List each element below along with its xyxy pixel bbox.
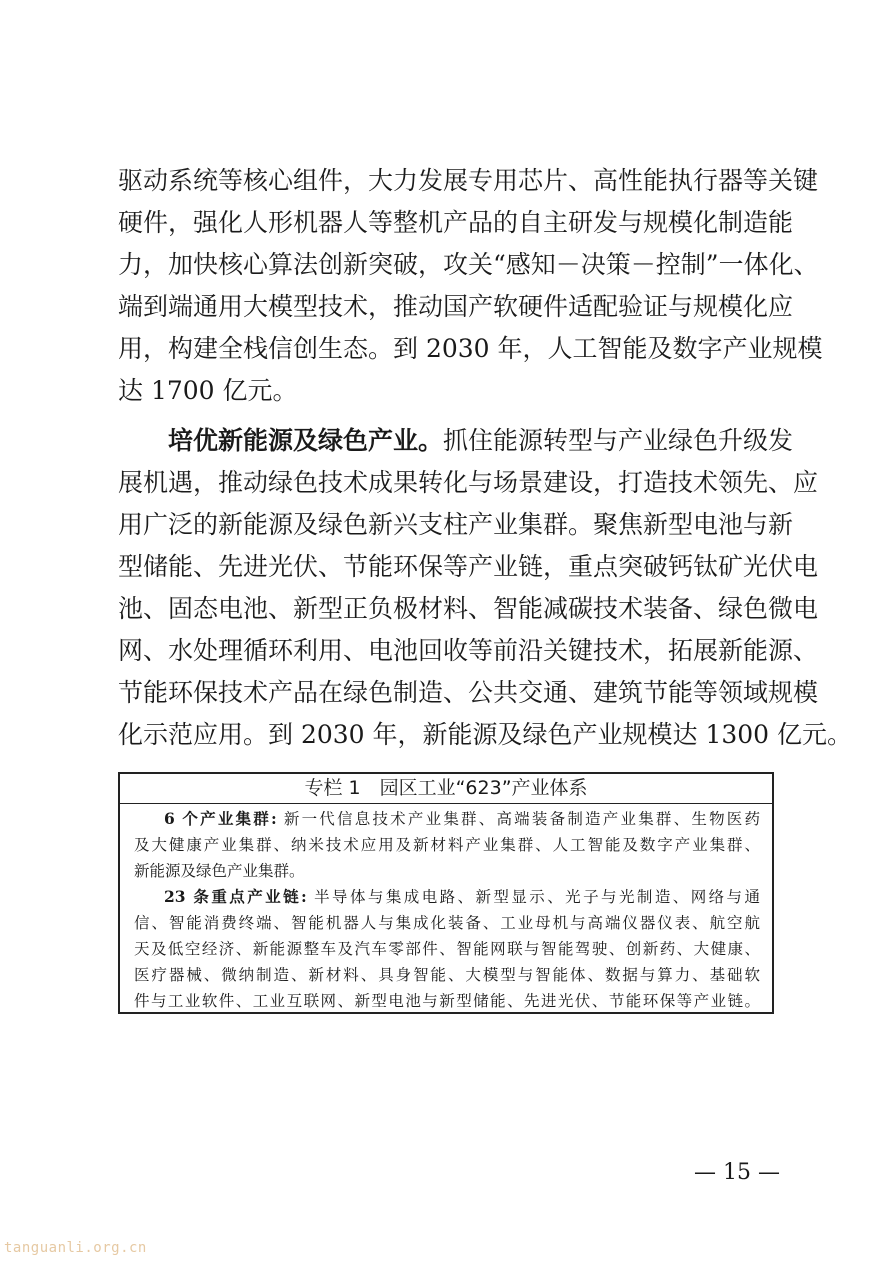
watermark-text: tanguanli.org.cn (4, 1240, 147, 1256)
chains-line: 信、智能消费终端、智能机器人与集成化装备、工业母机与高端仪器仪表、航空航 (134, 914, 760, 932)
paragraph-line: 型储能、先进光伏、节能环保等产业链，重点突破钙钛矿光伏电 (118, 552, 819, 581)
paragraph-line: 驱动系统等核心组件，大力发展专用芯片、高性能执行器等关键 (118, 166, 819, 195)
column-box (118, 772, 774, 1014)
paragraph-line: 网、水处理循环利用、电池回收等前沿关键技术，拓展新能源、 (118, 636, 819, 665)
paragraph-line: 池、固态电池、新型正负极材料、智能减碳技术装备、绿色微电 (118, 594, 819, 623)
clusters-line: 新能源及绿色产业集群。 (134, 862, 305, 880)
paragraph-line: 端到端通用大模型技术，推动国产软硬件适配验证与规模化应 (118, 292, 794, 321)
paragraph-line: 化示范应用。到 2030 年，新能源及绿色产业规模达 1300 亿元。 (118, 720, 853, 749)
clusters-text: 新一代信息技术产业集群、高端装备制造产业集群、生物医药 (276, 810, 761, 828)
paragraph-line: 用，构建全栈信创生态。到 2030 年，人工智能及数字产业规模 (118, 334, 823, 363)
paragraph-first-line (168, 423, 794, 459)
chains-line: 天及低空经济、新能源整车及汽车零部件、智能网联与智能驾驶、创新药、大健康、 (134, 940, 760, 958)
chains-text: 半导体与集成电路、新型显示、光子与光制造、网络与通 (306, 888, 760, 906)
paragraph-line: 展机遇，推动绿色技术成果转化与场景建设，打造技术领先、应 (118, 468, 819, 497)
clusters-first-line (164, 806, 760, 832)
paragraph-text: 抓住能源转型与产业绿色升级发 (443, 426, 794, 455)
clusters-label: 6 个产业集群: (164, 809, 277, 828)
paragraph-line: 达 1700 亿元。 (118, 376, 298, 405)
chains-line: 件与工业软件、工业互联网、新型电池与新型储能、先进光伏、节能环保等产业链。 (134, 992, 760, 1010)
paragraph-line: 硬件，强化人形机器人等整机产品的自主研发与规模化制造能 (118, 208, 794, 237)
clusters-line: 及大健康产业集群、纳米技术应用及新材料产业集群、人工智能及数字产业集群、 (134, 836, 760, 854)
paragraph-line: 节能环保技术产品在绿色制造、公共交通、建筑节能等领域规模 (118, 678, 819, 707)
chains-first-line (164, 884, 760, 910)
paragraph-line: 力，加快核心算法创新突破，攻关“感知－决策－控制”一体化、 (118, 250, 819, 279)
page-number: — 15 — (694, 1160, 780, 1185)
paragraph-heading: 培优新能源及绿色产业。 (168, 426, 444, 455)
paragraph-line: 用广泛的新能源及绿色新兴支柱产业集群。聚焦新型电池与新 (118, 510, 794, 539)
chains-line: 医疗器械、微纳制造、新材料、具身智能、大模型与智能体、数据与算力、基础软 (134, 966, 760, 984)
chains-label: 23 条重点产业链: (164, 887, 307, 906)
column-box-title: 专栏 1 园区工业“623”产业体系 (120, 774, 772, 804)
